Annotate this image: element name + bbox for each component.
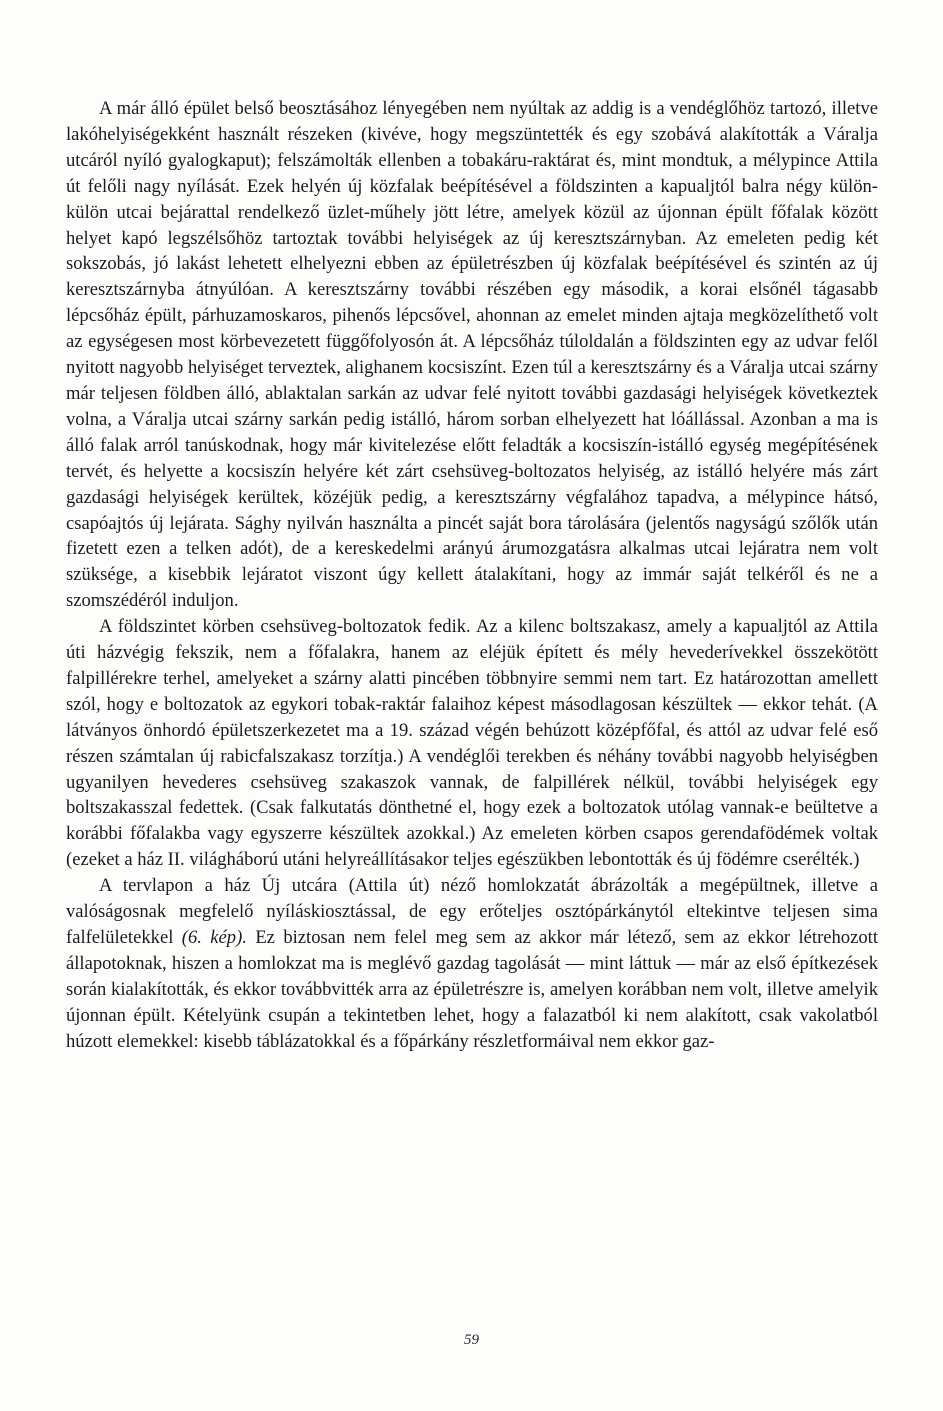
body-text [66,96,878,1055]
paragraph-3-text-start: A tervlapon a ház Új utcára (Attila út) néző homlokzatát ábrázolták a megépültnek, illetve a valóságosnak megfelelő nyíláskiosztással, de egy erőteljes osztópárkánytól eltekintve teljesen sima falfelületekkel [66,875,878,948]
figure-reference: (6. kép). [181,927,247,948]
paragraph-1: A már álló épület belső beosztásához lényegében nem nyúltak az addig is a vendéglőhöz tartozó, illetve lakóhelyiségekként használt részeken (kivéve, hogy megszüntették és egy szobává alakították a Váralja utcáról nyíló gyalogkaput); felszámolták ellenben a tobakáru-raktárat és, mint mondtuk, a mélypince Attila út felőli nagy nyílását. Ezek helyén új közfalak beépítésével a földszinten a kapualjtól balra négy külön-külön utcai bejárattal rendelkező üzlet-műhely jött létre, amelyek közül az újonnan épült főfalak között helyet kapó legszélsőhöz tartoztak további helyiségek az új keresztszárnyban. Az emeleten pedig két sokszobás, jó lakást lehetett elhelyezni ebben az épületrészben új közfalak beépítésével és szintén az új keresztszárnyba átnyúlóan. A keresztszárny további részében egy második, a korai elsőnél tágasabb lépcsőház épült, párhuzamoskaros, pihenős lépcsővel, ahonnan az emelet minden ajtaja megközelíthető volt az egységesen most körbevezetett függőfolyosón át. A lépcsőház túloldalán a földszinten egy az udvar felől nyitott nagyobb helyiséget terveztek, alighanem kocsiszínt. Ezen túl a keresztszárny és a Váralja utcai szárny már teljesen földben álló, ablaktalan sarkán az udvar felé nyitott további gazdasági helyiségek következtek volna, a Váralja utcai szárny sarkán pedig istálló, három sorban elhelyezett hat lóállással. Azonban a ma is álló falak arról tanúskodnak, hogy már kivitelezése előtt feladták a kocsiszín-istálló egység megépítésének tervét, és helyette a kocsiszín helyére két zárt csehsüveg-boltozatos helyiség, az istálló helyére más zárt gazdasági helyiségek kerültek, közéjük pedig, a keresztszárny végfalához tapadva, a mélypince hátsó, csapóajtós új lejárata. Sághy nyilván használta a pincét saját bora tárolására (jelentős nagyságú szőlők után fizetett ezen a telken adót), de a kereskedelmi arányú árumozgatásra alkalmas utcai lejáratra nem volt szüksége, a kisebbik lejáratot viszont úgy kellett átalakítani, hogy az immár saját telkéről és ne a szomszédéról induljon. [66,98,878,612]
page-number: 59 [464,1332,479,1348]
paragraph-3 [66,873,878,1054]
paragraph-3-text-end: Ez biztosan nem felel meg sem az akkor már létező, sem az ekkor létrehozott állapotoknak, hiszen a homlokzat ma is meglévő gazdag tagolását — mint láttuk — már az első építkezések során kialakították, és ekkor továbbvitték arra az épületrészre is, amelyen korábban nem volt, illetve amelyik újonnan épült. Kételyünk csupán a tekintetben lehet, hogy a falazatból ki nem alakított, csak vakolatból húzott elemekkel: kisebb táblázatokkal és a főpárkány részletformáival nem ekkor gaz- [66,927,878,1052]
paragraph-2: A földszintet körben csehsüveg-boltozatok fedik. Az a kilenc boltszakasz, amely a kapualjtól az Attila úti házvégig fekszik, nem a főfalakra, hanem az eléjük épített és mély hevederívekkel összekötött falpillérekre terhel, amelyeket a szárny alatti pincében többnyire semmi nem tart. Ez határozottan amellett szól, hogy e boltozatok az egykori tobak-raktár falaihoz képest másodlagosan készültek — ekkor tehát. (A látványos önhordó épületszerkezetet ma a 19. század végén behúzott középfőfal, és attól az udvar felé eső részen számtalan új rabicfalszakasz torzítja.) A vendéglői terekben és néhány további nagyobb helyiségben ugyanilyen hevederes csehsüveg szakaszok vannak, de falpillérek nélkül, további helyiségek egy boltszakasszal fedettek. (Csak falkutatás dönthetné el, hogy ezek a boltozatok utólag vannak-e beültetve a korábbi főfalakba vagy egyszerre készültek azokkal.) Az emeleten körben csapos gerendafödémek voltak (ezeket a ház II. világháború utáni helyreállításakor teljes egészükben lebontották és új födémre cserélték.) [66,616,878,871]
